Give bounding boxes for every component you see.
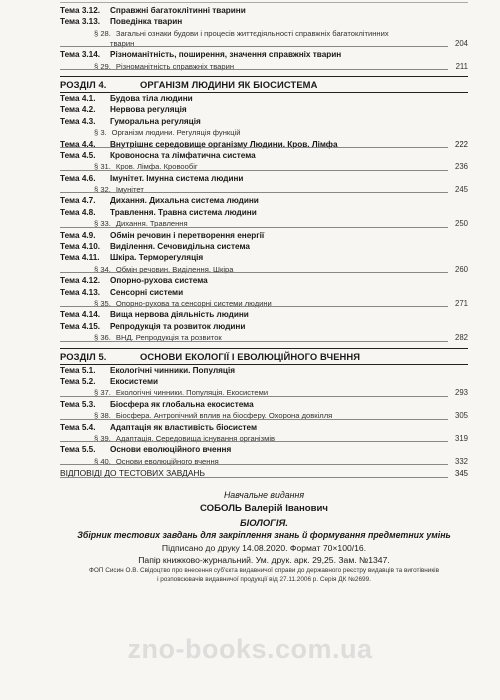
topic-entry[interactable]: [60, 241, 468, 252]
topic-title: Гуморальна регуляція: [110, 116, 201, 126]
paragraph-number: § 37.: [94, 388, 111, 398]
paragraph-title: Кров. Лімфа. Кровообіг: [115, 162, 198, 172]
topic-title: Справжні багатоклітинні тварини: [110, 6, 246, 15]
print-date: Підписано до друку 14.08.2020. Формат 70×100/16.: [161, 543, 367, 554]
section-number: РОЗДІЛ 4.: [60, 78, 107, 90]
paragraph-entry[interactable]: [60, 61, 468, 72]
section-title: ОРГАНІЗМ ЛЮДИНИ ЯК БІОСИСТЕМА: [140, 78, 318, 90]
topic-number: Тема 5.4.: [60, 422, 96, 432]
leader-line: [60, 419, 448, 420]
paragraph-title: Загальні ознаки будови і процесів життєдіяльності справжніх багатоклітинних: [115, 28, 389, 38]
page-number: 332: [454, 456, 468, 466]
topic-number: Тема 5.3.: [60, 399, 96, 409]
topic-entry[interactable]: [60, 422, 468, 433]
topic-number: Тема 4.5.: [60, 150, 96, 160]
page-number: 260: [454, 264, 468, 274]
topic-number: Тема 3.14.: [60, 50, 101, 60]
paragraph-title: Основи еволюційного вчення: [115, 456, 219, 466]
topic-number: Тема 4.6.: [60, 173, 96, 183]
page-number: 305: [454, 411, 468, 421]
book-title: БІОЛОГІЯ.: [240, 517, 288, 529]
topic-number: Тема 4.11.: [60, 253, 100, 263]
paragraph-title: Екологічні чинники. Популяція. Екосистеми: [115, 388, 269, 398]
topic-entry[interactable]: [60, 309, 468, 320]
leader-line: [60, 477, 448, 478]
topic-title: Обмін речовин і перетворення енергії: [110, 230, 265, 240]
topic-title: Різноманітність, поширення, значення справжніх тварин: [110, 50, 342, 60]
topic-number: Тема 4.7.: [60, 196, 96, 206]
topic-number: Тема 5.2.: [60, 376, 96, 386]
page-number: 204: [454, 39, 468, 49]
paragraph-number: § 31.: [94, 162, 111, 172]
answers-entry[interactable]: [60, 467, 468, 480]
paragraph-number: § 38.: [94, 411, 111, 421]
topic-entry[interactable]: [60, 16, 468, 27]
paragraph-title: тварин: [110, 39, 135, 49]
author: СОБОЛЬ Валерій Іванович: [199, 503, 328, 515]
topic-entry[interactable]: [60, 150, 468, 161]
topic-entry[interactable]: [60, 399, 468, 410]
leader-line: [60, 341, 448, 342]
leader-line: [60, 272, 448, 273]
topic-entry[interactable]: [60, 321, 468, 332]
paragraph-number: § 29.: [94, 61, 111, 71]
topic-entry[interactable]: [60, 275, 468, 286]
paragraph-entry[interactable]: [60, 184, 468, 195]
topic-number: Тема 4.14.: [60, 310, 101, 320]
page-number: 293: [454, 388, 468, 398]
topic-entry[interactable]: [60, 195, 468, 206]
table-of-contents: [60, 0, 468, 467]
topic-title: Кровоносна та лімфатична система: [110, 150, 256, 160]
paragraph-number: § 35.: [94, 298, 111, 308]
topic-title: Будова тіла людини: [110, 93, 193, 103]
imprint: [60, 490, 468, 585]
paragraph-entry[interactable]: [60, 433, 468, 444]
topic-title: Екологічні чинники. Популяція: [110, 365, 236, 375]
leader-line: [60, 69, 448, 70]
topic-entry[interactable]: [60, 444, 468, 455]
edition-kind: Навчальне видання: [223, 490, 305, 501]
topic-title: Репродукція та розвиток людини: [110, 321, 246, 331]
topic-title: Поведінка тварин: [110, 17, 183, 27]
topic-entry[interactable]: [60, 365, 468, 376]
paragraph-entry[interactable]: [60, 298, 468, 309]
paragraph-title: Організм людини. Регуляція функцій: [111, 128, 241, 138]
page-number: 222: [454, 139, 468, 149]
paragraph-number: § 3.: [94, 128, 107, 138]
paragraph-number: § 32.: [94, 185, 111, 195]
publisher-line-2: і розповсювачів видавничої продукції від 27.11.2006 р. Серія ДК №2699.: [157, 576, 371, 584]
paragraph-title: Дихання. Травлення: [115, 219, 188, 229]
leader-line: [60, 464, 448, 465]
paragraph-title: Обмін речовин. Виділення. Шкіра: [115, 264, 234, 274]
page-number: 211: [455, 61, 468, 71]
paragraph-title: Опорно-рухова та сенсорні системи людини: [115, 298, 272, 308]
topic-entry[interactable]: [60, 116, 468, 127]
topic-title: Виділення. Сечовидільна система: [110, 242, 250, 252]
topic-number: Тема 4.1.: [60, 93, 96, 103]
paragraph-entry[interactable]: [60, 332, 468, 343]
toc-page: [60, 0, 468, 700]
watermark: zno-books.com.ua: [127, 634, 373, 664]
topic-title: Дихання. Дихальна система людини: [110, 196, 259, 206]
paragraph-title: Різноманітність справжніх тварин: [115, 61, 235, 71]
publisher-line-1: ФОП Сисин О.В. Свідоцтво про внесення суб'єкта видавничої справи до державного реєстру видавців та виготівників: [89, 567, 439, 575]
paragraph-entry[interactable]: [60, 387, 468, 398]
topic-title: Нервова регуляція: [110, 105, 187, 115]
topic-number: Тема 4.12.: [60, 276, 101, 286]
topic-entry[interactable]: [60, 252, 468, 263]
topic-entry[interactable]: [60, 287, 468, 298]
book-subtitle: Збірник тестових завдань для закріплення знань й формування предметних умінь: [77, 530, 451, 541]
section-title: ОСНОВИ ЕКОЛОГІЇ І ЕВОЛЮЦІЙНОГО ВЧЕННЯ: [140, 350, 361, 362]
leader-line: [60, 192, 448, 193]
topic-number: Тема 4.10.: [60, 242, 101, 252]
topic-entry[interactable]: [60, 173, 468, 184]
paragraph-entry[interactable]: [60, 410, 468, 421]
paragraph-number: § 40.: [94, 456, 111, 466]
leader-line: [60, 227, 448, 228]
paragraph-number: § 34.: [94, 264, 111, 274]
leader-line: [60, 147, 448, 148]
topic-entry[interactable]: [60, 230, 468, 241]
topic-entry[interactable]: [60, 104, 468, 115]
topic-number: Тема 4.13.: [60, 287, 101, 297]
topic-title: Внутрішнє середовище організму Людини. Кров. Лімфа: [110, 139, 338, 149]
topic-entry[interactable]: [60, 49, 468, 60]
paragraph-title: Імунітет: [115, 185, 144, 195]
topic-number: Тема 4.9.: [60, 230, 96, 240]
topic-number: Тема 4.8.: [60, 207, 96, 217]
topic-title: Травлення. Травна система людини: [110, 207, 257, 217]
page-number: 245: [454, 185, 468, 195]
entry-continuation: [60, 39, 468, 49]
topic-number: Тема 5.1.: [60, 365, 96, 375]
paper-info: Папір книжково-журнальний. Ум. друк. арк. 29,25. Зам. №1347.: [138, 555, 390, 566]
topic-title: Екосистеми: [110, 376, 159, 386]
page-number: 319: [454, 433, 468, 443]
topic-number: Тема 4.4.: [60, 139, 96, 149]
answers-label: ВІДПОВІДІ ДО ТЕСТОВИХ ЗАВДАНЬ: [60, 468, 205, 479]
paragraph-entry[interactable]: [60, 456, 468, 467]
section-heading[interactable]: [60, 76, 468, 93]
paragraph-title: Адаптація. Середовища існування організмів: [115, 433, 276, 443]
topic-title: Біосфера як глобальна екосистема: [110, 399, 254, 409]
page-number: 282: [454, 333, 468, 343]
paragraph-entry[interactable]: [60, 28, 468, 39]
topic-number: Тема 3.12.: [60, 6, 101, 15]
topic-title: Шкіра. Терморегуляція: [110, 253, 204, 263]
topic-entry[interactable]: [60, 376, 468, 387]
paragraph-number: § 36.: [94, 333, 111, 343]
leader-line: [60, 396, 448, 397]
topic-number: Тема 5.5.: [60, 445, 96, 455]
topic-entry[interactable]: [60, 207, 468, 218]
topic-entry[interactable]: [60, 139, 468, 150]
topic-title: Імунітет. Імунна система людини: [110, 173, 244, 183]
page-number: 236: [454, 162, 468, 172]
topic-title: Опорно-рухова система: [110, 276, 208, 286]
paragraph-number: § 28.: [94, 28, 111, 38]
paragraph-title: Біосфера. Антропічний вплив на біосферу. Охорона довкілля: [115, 411, 333, 421]
page-number: 250: [454, 219, 468, 229]
paragraph-entry[interactable]: [60, 161, 468, 172]
paragraph-title: ВНД. Репродукція та розвиток: [115, 333, 222, 343]
section-number: РОЗДІЛ 5.: [60, 350, 107, 362]
leader-line: [60, 170, 448, 171]
topic-entry[interactable]: [60, 93, 468, 104]
topic-title: Основи еволюційного вчення: [110, 445, 232, 455]
paragraph-entry[interactable]: [60, 127, 468, 138]
topic-number: Тема 4.3.: [60, 116, 96, 126]
paragraph-entry[interactable]: [60, 264, 468, 275]
topic-number: Тема 3.13.: [60, 17, 101, 27]
leader-line: [60, 441, 448, 442]
topic-number: Тема 4.2.: [60, 105, 96, 115]
topic-number: Тема 4.15.: [60, 321, 101, 331]
section-heading[interactable]: [60, 348, 468, 365]
topic-title: Сенсорні системи: [110, 287, 184, 297]
topic-entry[interactable]: [60, 5, 468, 16]
paragraph-number: § 33.: [94, 219, 111, 229]
paragraph-number: § 39.: [94, 433, 111, 443]
page-number: 271: [454, 298, 468, 308]
leader-line: [60, 306, 448, 307]
topic-title: Вища нервова діяльність людини: [110, 310, 249, 320]
leader-line: [60, 46, 448, 47]
answers-page: 345: [454, 469, 468, 479]
paragraph-entry[interactable]: [60, 218, 468, 229]
topic-title: Адаптація як властивість біосистем: [110, 422, 258, 432]
